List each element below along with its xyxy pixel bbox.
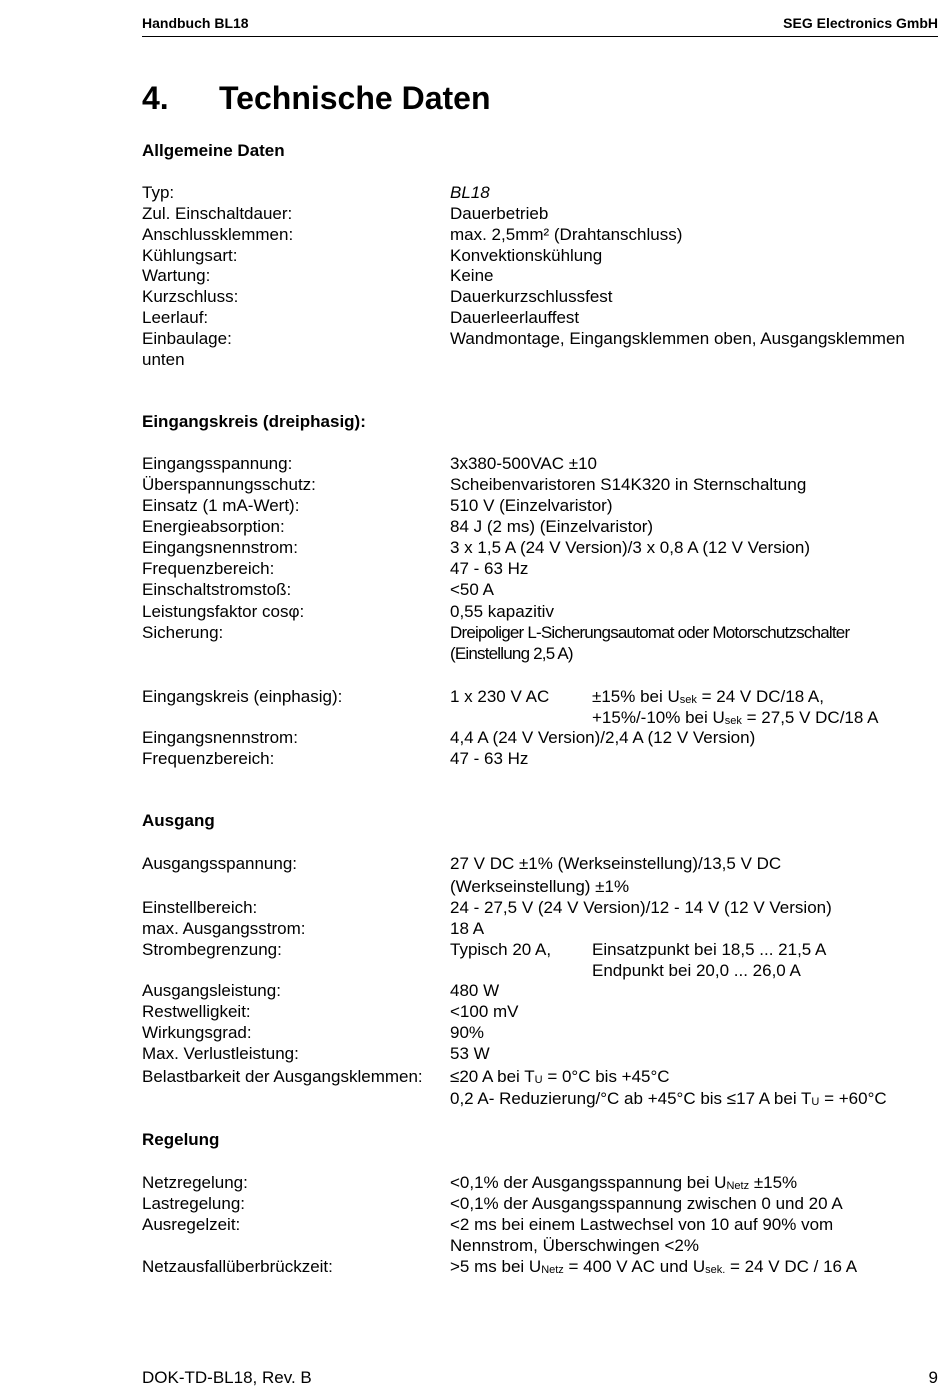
- spec-label: Frequenzbereich:: [142, 749, 275, 768]
- spec-value: 53 W: [450, 1044, 490, 1063]
- spec-value: 84 J (2 ms) (Einzelvaristor): [450, 517, 654, 536]
- spec-label: Kurzschluss:: [142, 287, 239, 306]
- spec-value: >5 ms bei $U_{Netz} = 400$ V AC und $U_{sek.} = 24$ V DC / 16 A: [450, 1257, 858, 1276]
- chapter-title: Technische Daten: [219, 80, 491, 116]
- header-manual-title: Handbuch BL18: [142, 15, 249, 31]
- spec-value: 4,4 A (24 V Version)/2,4 A (12 V Version): [450, 728, 756, 747]
- page-number: 9: [928, 1368, 938, 1387]
- spec-label: Ausgangsspannung:: [142, 854, 298, 873]
- spec-label: Eingangsnennstrom:: [142, 538, 298, 557]
- section-title-allgemein: Allgemeine Daten: [142, 141, 285, 160]
- spec-value-detail: Einsatzpunkt bei 18,5 ... 21,5 A: [592, 940, 827, 959]
- spec-value: 90%: [450, 1023, 485, 1042]
- spec-value: 18 A: [450, 919, 485, 938]
- spec-value-continuation: (Einstellung 2,5 A): [450, 644, 573, 663]
- spec-label: Zul. Einschaltdauer:: [142, 204, 293, 223]
- spec-label: Leerlauf:: [142, 308, 209, 327]
- spec-label: Lastregelung:: [142, 1194, 246, 1213]
- spec-value: Dreipoliger L-Sicherungsautomat oder Motorschutzschalter: [450, 623, 850, 642]
- spec-label: Eingangskreis (einphasig):: [142, 687, 343, 706]
- spec-value: 1 x 230 V AC: [450, 687, 550, 706]
- header-divider: [142, 36, 938, 37]
- spec-value: <100 mV: [450, 1002, 519, 1021]
- spec-label: Einstellbereich:: [142, 898, 258, 917]
- spec-value: <50 A: [450, 580, 494, 599]
- spec-value: Dauerleerlauffest: [450, 308, 580, 327]
- spec-value: Scheibenvaristoren S14K320 in Sternschaltung: [450, 475, 807, 494]
- spec-value: 47 - 63 Hz: [450, 749, 529, 768]
- spec-value: 480 W: [450, 981, 500, 1000]
- spec-value: 3 x 1,5 A (24 V Version)/3 x 0,8 A (12 V Version): [450, 538, 811, 557]
- spec-label: Kühlungsart:: [142, 246, 238, 265]
- spec-label: Energieabsorption:: [142, 517, 285, 536]
- section-title-ausgang: Ausgang: [142, 811, 215, 830]
- spec-value: <0,1% der Ausgangsspannung bei $U_{Netz} \pm 15\%$: [450, 1173, 798, 1192]
- section-title-eingang-dreiphasig: Eingangskreis (dreiphasig):: [142, 412, 366, 431]
- footer-document-id: DOK-TD-BL18, Rev. B: [142, 1368, 312, 1387]
- spec-value-continuation: (Werkseinstellung) ±1%: [450, 877, 630, 896]
- spec-label: max. Ausgangsstrom:: [142, 919, 306, 938]
- spec-label: Einbaulage:: [142, 329, 232, 348]
- spec-label: Typ:: [142, 183, 175, 202]
- spec-label: Überspannungsschutz:: [142, 475, 316, 494]
- spec-value: Wandmontage, Eingangsklemmen oben, Ausgangsklemmen: [450, 329, 905, 348]
- spec-label: Ausregelzeit:: [142, 1215, 241, 1234]
- chapter-heading: [142, 80, 490, 117]
- spec-value: Konvektionskühlung: [450, 246, 603, 265]
- spec-label: Leistungsfaktor cosφ:: [142, 602, 305, 621]
- spec-value-continuation: 0,2 A- Reduzierung/°C ab +45°C bis ≤17 A bei $T_U = +60^\circ C$: [450, 1089, 887, 1108]
- spec-value: Keine: [450, 266, 494, 285]
- spec-label: Sicherung:: [142, 623, 224, 642]
- spec-value: BL18: [450, 183, 490, 202]
- spec-value: Typisch 20 A,: [450, 940, 552, 959]
- spec-label: Frequenzbereich:: [142, 559, 275, 578]
- spec-label: Einschaltstromstoß:: [142, 580, 292, 599]
- spec-label: Ausgangsleistung:: [142, 981, 281, 1000]
- spec-label: Einsatz (1 mA-Wert):: [142, 496, 300, 515]
- spec-value-continuation: unten: [142, 350, 185, 369]
- spec-value: 0,55 kapazitiv: [450, 602, 554, 621]
- spec-value: max. 2,5mm² (Drahtanschluss): [450, 225, 683, 244]
- spec-value: ≤20 A bei $T_U = 0^\circ C$ bis +45°C: [450, 1067, 670, 1086]
- spec-value: <2 ms bei einem Lastwechsel von 10 auf 90% vom: [450, 1215, 834, 1234]
- header-company: SEG Electronics GmbH: [783, 15, 938, 31]
- spec-value: Dauerkurzschlussfest: [450, 287, 613, 306]
- spec-value-tolerance: +15%/-10% bei $U_{sek} = 27,5$ V DC/18 A: [592, 708, 879, 727]
- spec-label: Netzregelung:: [142, 1173, 248, 1192]
- spec-label: Anschlussklemmen:: [142, 225, 294, 244]
- spec-value: 24 - 27,5 V (24 V Version)/12 - 14 V (12 V Version): [450, 898, 832, 917]
- spec-label: Belastbarkeit der Ausgangsklemmen:: [142, 1067, 423, 1086]
- spec-value-tolerance: ±15% bei $U_{sek} = 24$ V DC/18 A,: [592, 687, 824, 706]
- spec-label: Wirkungsgrad:: [142, 1023, 252, 1042]
- spec-label: Strombegrenzung:: [142, 940, 282, 959]
- spec-value-detail: Endpunkt bei 20,0 ... 26,0 A: [592, 961, 801, 980]
- spec-label: Max. Verlustleistung:: [142, 1044, 299, 1063]
- spec-label: Eingangsnennstrom:: [142, 728, 298, 747]
- chapter-number: 4.: [142, 80, 169, 116]
- spec-value: 27 V DC ±1% (Werkseinstellung)/13,5 V DC: [450, 854, 782, 873]
- spec-label: Restwelligkeit:: [142, 1002, 251, 1021]
- spec-value: Dauerbetrieb: [450, 204, 549, 223]
- spec-value-continuation: Nennstrom, Überschwingen <2%: [450, 1236, 699, 1255]
- spec-value: 3x380-500VAC ±10: [450, 454, 597, 473]
- spec-value: 510 V (Einzelvaristor): [450, 496, 613, 515]
- spec-value: <0,1% der Ausgangsspannung zwischen 0 und 20 A: [450, 1194, 843, 1213]
- section-title-regelung: Regelung: [142, 1130, 220, 1149]
- spec-label: Wartung:: [142, 266, 211, 285]
- spec-label: Netzausfallüberbrückzeit:: [142, 1257, 333, 1276]
- spec-value: 47 - 63 Hz: [450, 559, 529, 578]
- spec-label: Eingangsspannung:: [142, 454, 293, 473]
